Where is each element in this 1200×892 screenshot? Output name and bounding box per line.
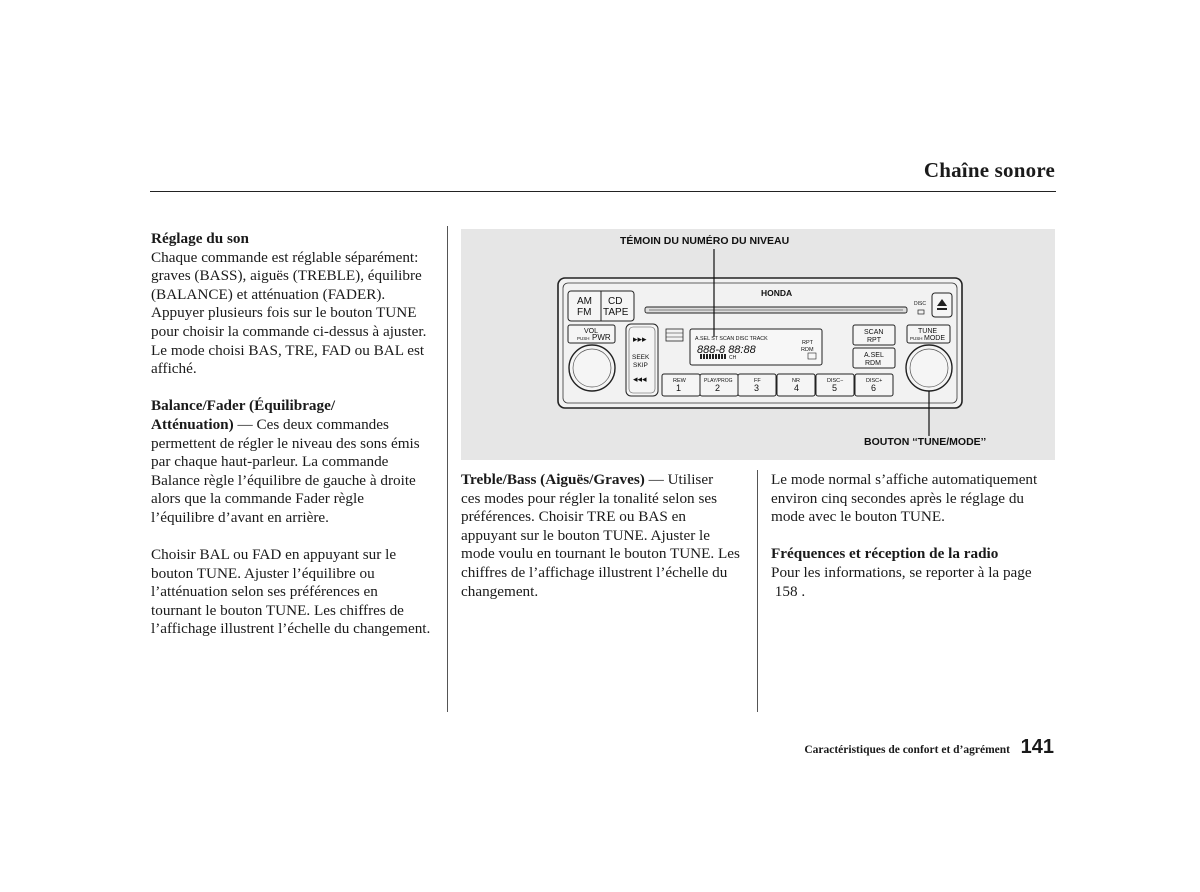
- seek-label: SEEK: [632, 354, 650, 361]
- brand-logo: HONDA: [761, 288, 793, 298]
- push-label: PUSH: [577, 336, 590, 341]
- para-line: l’affichage illustrent l’échelle du changement.: [151, 620, 431, 638]
- para-line: affiché.: [151, 360, 197, 378]
- footer-section-title: Caractéristiques de confort et d’agrément: [804, 744, 1010, 756]
- preset-number: 2: [715, 383, 721, 393]
- preset-top-label: DISC+: [866, 378, 883, 384]
- para-line: ces modes pour régler la tonalité selon ses: [461, 489, 717, 507]
- display-rpt: RPT: [802, 340, 813, 346]
- pwr-label: PWR: [592, 333, 611, 342]
- para-line: mode voulu en tournant le bouton TUNE. Les: [461, 545, 740, 563]
- preset-top-label: REW: [673, 378, 686, 384]
- tape-label: TAPE: [603, 307, 629, 318]
- heading-radio-frequencies: Fréquences et réception de la radio: [771, 545, 999, 563]
- scan-label: SCAN: [864, 329, 884, 336]
- am-label: AM: [577, 296, 592, 307]
- para-line: mode avec le bouton TUNE.: [771, 508, 945, 526]
- preset-top-label: NR: [792, 378, 800, 384]
- preset-number: 4: [794, 383, 800, 393]
- tune-push-label: PUSH: [910, 336, 923, 341]
- para-line: [151, 416, 441, 435]
- para-line: bouton TUNE. Ajuster l’équilibre ou: [151, 564, 375, 582]
- para-line: (BALANCE) et atténuation (FADER).: [151, 285, 386, 303]
- preset-number: 1: [676, 383, 682, 393]
- para-line: Le mode choisi BAS, TRE, FAD ou BAL est: [151, 341, 425, 359]
- heading-balance-fader: Balance/Fader (Équilibrage/: [151, 397, 336, 415]
- svg-text:▸▸▸: ▸▸▸: [633, 334, 647, 344]
- display-rdm: RDM: [801, 347, 814, 353]
- svg-text:◂◂◂: ◂◂◂: [633, 374, 647, 384]
- tune-mode-knob-label: BOUTON ‘‘TUNE/MODE’’: [864, 436, 987, 448]
- para-text: — Ces deux commandes: [233, 415, 389, 433]
- para-line: changement.: [461, 582, 539, 600]
- left-column: [151, 230, 441, 639]
- para-line: préférences. Choisir TRE ou BAS en: [461, 508, 686, 526]
- radio-illustration: [461, 229, 1055, 460]
- preset-top-label: PLAY/PROG: [704, 378, 733, 384]
- para-line: pour choisir la commande ci-dessus à ajuster.: [151, 322, 427, 340]
- column-divider-left: [447, 226, 448, 712]
- para-line: alors que la commande Fader règle: [151, 490, 364, 508]
- preset-top-label: DISC−: [827, 378, 844, 384]
- disc-label: DISC: [914, 301, 926, 307]
- heading-treble-bass: Treble/Bass (Aiguës/Graves): [461, 471, 645, 488]
- para-line: appuyant sur le bouton TUNE. Ajuster le: [461, 526, 711, 544]
- para-line: l’équilibre d’avant en arrière.: [151, 508, 329, 526]
- para-text: — Utiliser: [644, 471, 714, 488]
- vol-label: VOL: [584, 328, 599, 335]
- heading-sound-adjust: Réglage du son: [151, 230, 249, 247]
- page-title: Chaîne sonore: [923, 158, 1055, 182]
- para-line: Appuyer plusieurs fois sur le bouton TUNE: [151, 304, 417, 322]
- radio-figure: [461, 229, 1055, 460]
- skip-label: SKIP: [633, 362, 648, 369]
- para-line: Chaque commande est réglable séparément:: [151, 248, 419, 266]
- para-line: permettent de régler le niveau des sons émis: [151, 434, 420, 452]
- heading-attenuation: Atténuation): [151, 415, 234, 433]
- rdm-label: RDM: [865, 360, 881, 367]
- column-divider-right: [757, 470, 758, 712]
- para-line: [461, 471, 753, 490]
- para-line: Le mode normal s’affiche automatiquement: [771, 471, 1038, 488]
- rpt-label: RPT: [867, 337, 881, 344]
- para-line: par chaque haut-parleur. La commande: [151, 453, 389, 471]
- para-line: l’atténuation selon ses préférences en: [151, 583, 378, 601]
- para-line: graves (BASS), aiguës (TREBLE), équilibre: [151, 267, 422, 285]
- display-indicators: A.SEL ST SCAN DISC TRACK: [695, 336, 768, 342]
- para-line: Pour les informations, se reporter à la page: [771, 563, 1032, 581]
- cd-label: CD: [608, 296, 623, 307]
- mode-label: MODE: [924, 335, 945, 342]
- right-column: [771, 471, 1061, 601]
- display-segments: 888-8 88:88: [697, 344, 756, 356]
- middle-column: [461, 471, 753, 601]
- tune-label: TUNE: [918, 328, 938, 335]
- para-line: environ cinq secondes après le réglage du: [771, 489, 1025, 507]
- header-rule: [150, 191, 1056, 192]
- para-line: chiffres de l’affichage illustrent l’échelle du: [461, 563, 728, 581]
- para-line: Balance règle l’équilibre de gauche à droite: [151, 471, 416, 489]
- page-number: 141: [1020, 736, 1054, 758]
- para-line: Choisir BAL ou FAD en appuyant sur le: [151, 546, 397, 564]
- preset-number: 5: [832, 383, 838, 393]
- level-indicator-label: TÉMOIN DU NUMÉRO DU NIVEAU: [620, 235, 790, 247]
- para-line: tournant le bouton TUNE. Les chiffres de: [151, 601, 404, 619]
- preset-number: 3: [754, 383, 760, 393]
- page-reference-link[interactable]: 158 .: [771, 582, 806, 600]
- display-ch: CH: [729, 355, 737, 361]
- preset-top-label: FF: [754, 378, 761, 384]
- preset-number: 6: [871, 383, 877, 393]
- asel-label: A.SEL: [864, 352, 884, 359]
- fm-label: FM: [577, 307, 592, 318]
